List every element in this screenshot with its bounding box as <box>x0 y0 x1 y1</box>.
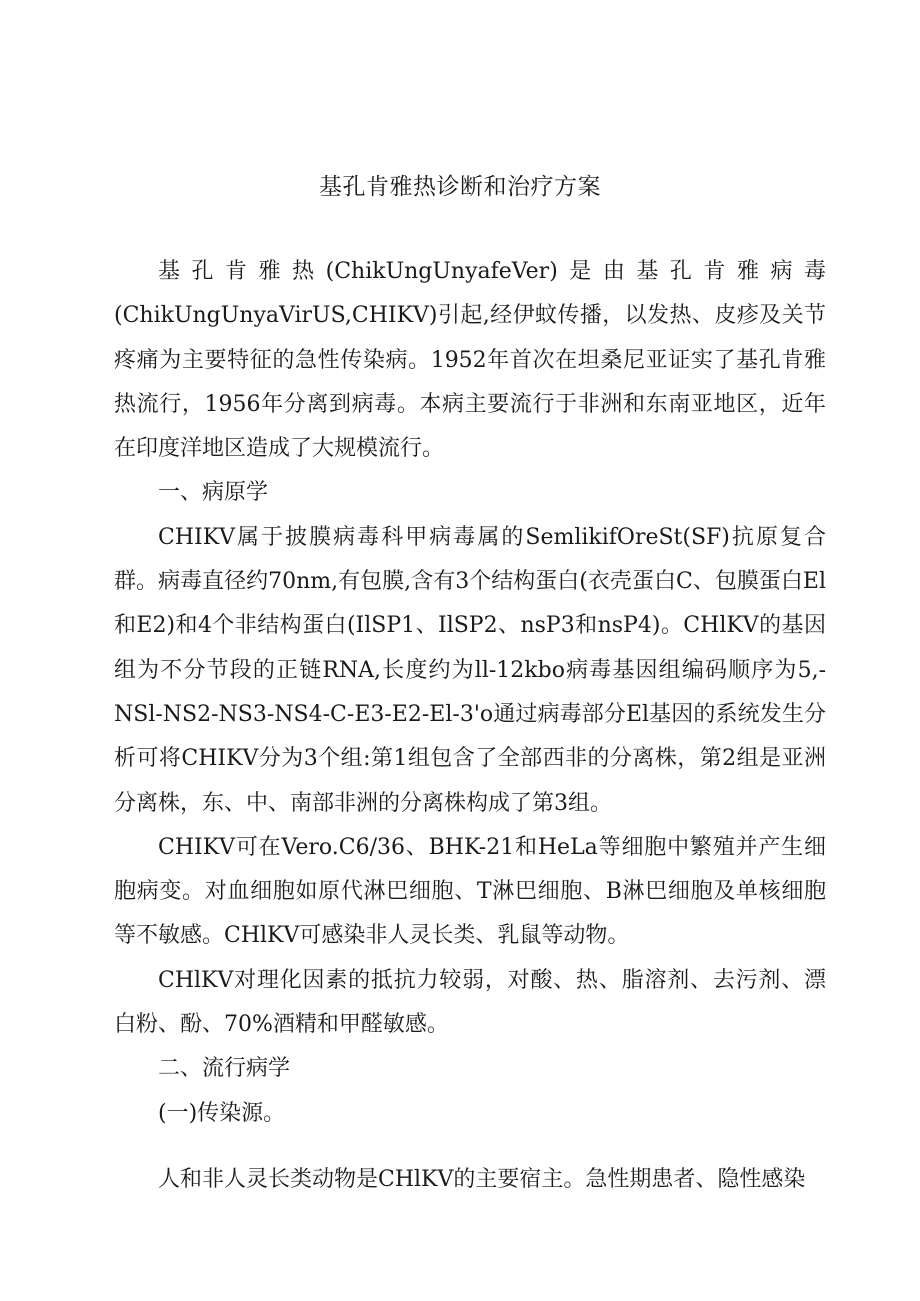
section-heading-pathogen: 一、病原学 <box>158 480 269 506</box>
pathogen-paragraph-1: CHIKV属于披膜病毒科甲病毒属的SemlikifOreSt(SF)抗原复合群。病毒直径约70nm,有包膜,含有3个结构蛋白(衣壳蛋白C、包膜蛋白El和E2)和4个非结构蛋白(IlSP1、IlSP2、nsP3和nsP4)。CHlKV的基因组为不分节段的正链RNA,长度约为ll-12kbo病毒基因组编码顺序为5,-NSl-NS2-NS3-NS4-C-E3-E2-El-3'o通过病毒部分El基因的系统发生分析可将CHIKV分为3个组:第1组包含了全部西非的分离株，第2组是亚洲分离株，东、中、南部非洲的分离株构成了第3组。 <box>114 524 826 816</box>
subsection-heading-source: (一)传染源。 <box>158 1100 286 1126</box>
epidemiology-paragraph-1: 人和非人灵长类动物是CHlKV的主要宿主。急性期患者、隐性感染 <box>158 1166 806 1192</box>
section-heading-epidemiology: 二、流行病学 <box>158 1056 291 1082</box>
spacer <box>114 1136 826 1158</box>
document-title: 基孔肯雅热诊断和治疗方案 <box>319 174 601 200</box>
pathogen-paragraph-2: CHIKV可在Vero.C6/36、BHK-21和HeLa等细胞中繁殖并产生细胞病变。对血细胞如原代淋巴细胞、T淋巴细胞、B淋巴细胞及单核细胞等不敏感。CHlKV可感染非人灵长类、乳鼠等动物。 <box>114 834 826 949</box>
pathogen-paragraph-3: CHlKV对理化因素的抵抗力较弱，对酸、热、脂溶剂、去污剂、漂白粉、酚、70%酒精和甲醛敏感。 <box>114 967 826 1038</box>
intro-paragraph: 基孔肯雅热(ChikUngUnyafeVer)是由基孔肯雅病毒(ChikUngUnyaVirUS,CHIKV)引起,经伊蚊传播，以发热、皮疹及关节疼痛为主要特征的急性传染病。1952年首次在坦桑尼亚证实了基孔肯雅热流行，1956年分离到病毒。本病主要流行于非洲和东南亚地区，近年在印度洋地区造成了大规模流行。 <box>114 259 826 462</box>
document-body <box>114 250 826 1202</box>
